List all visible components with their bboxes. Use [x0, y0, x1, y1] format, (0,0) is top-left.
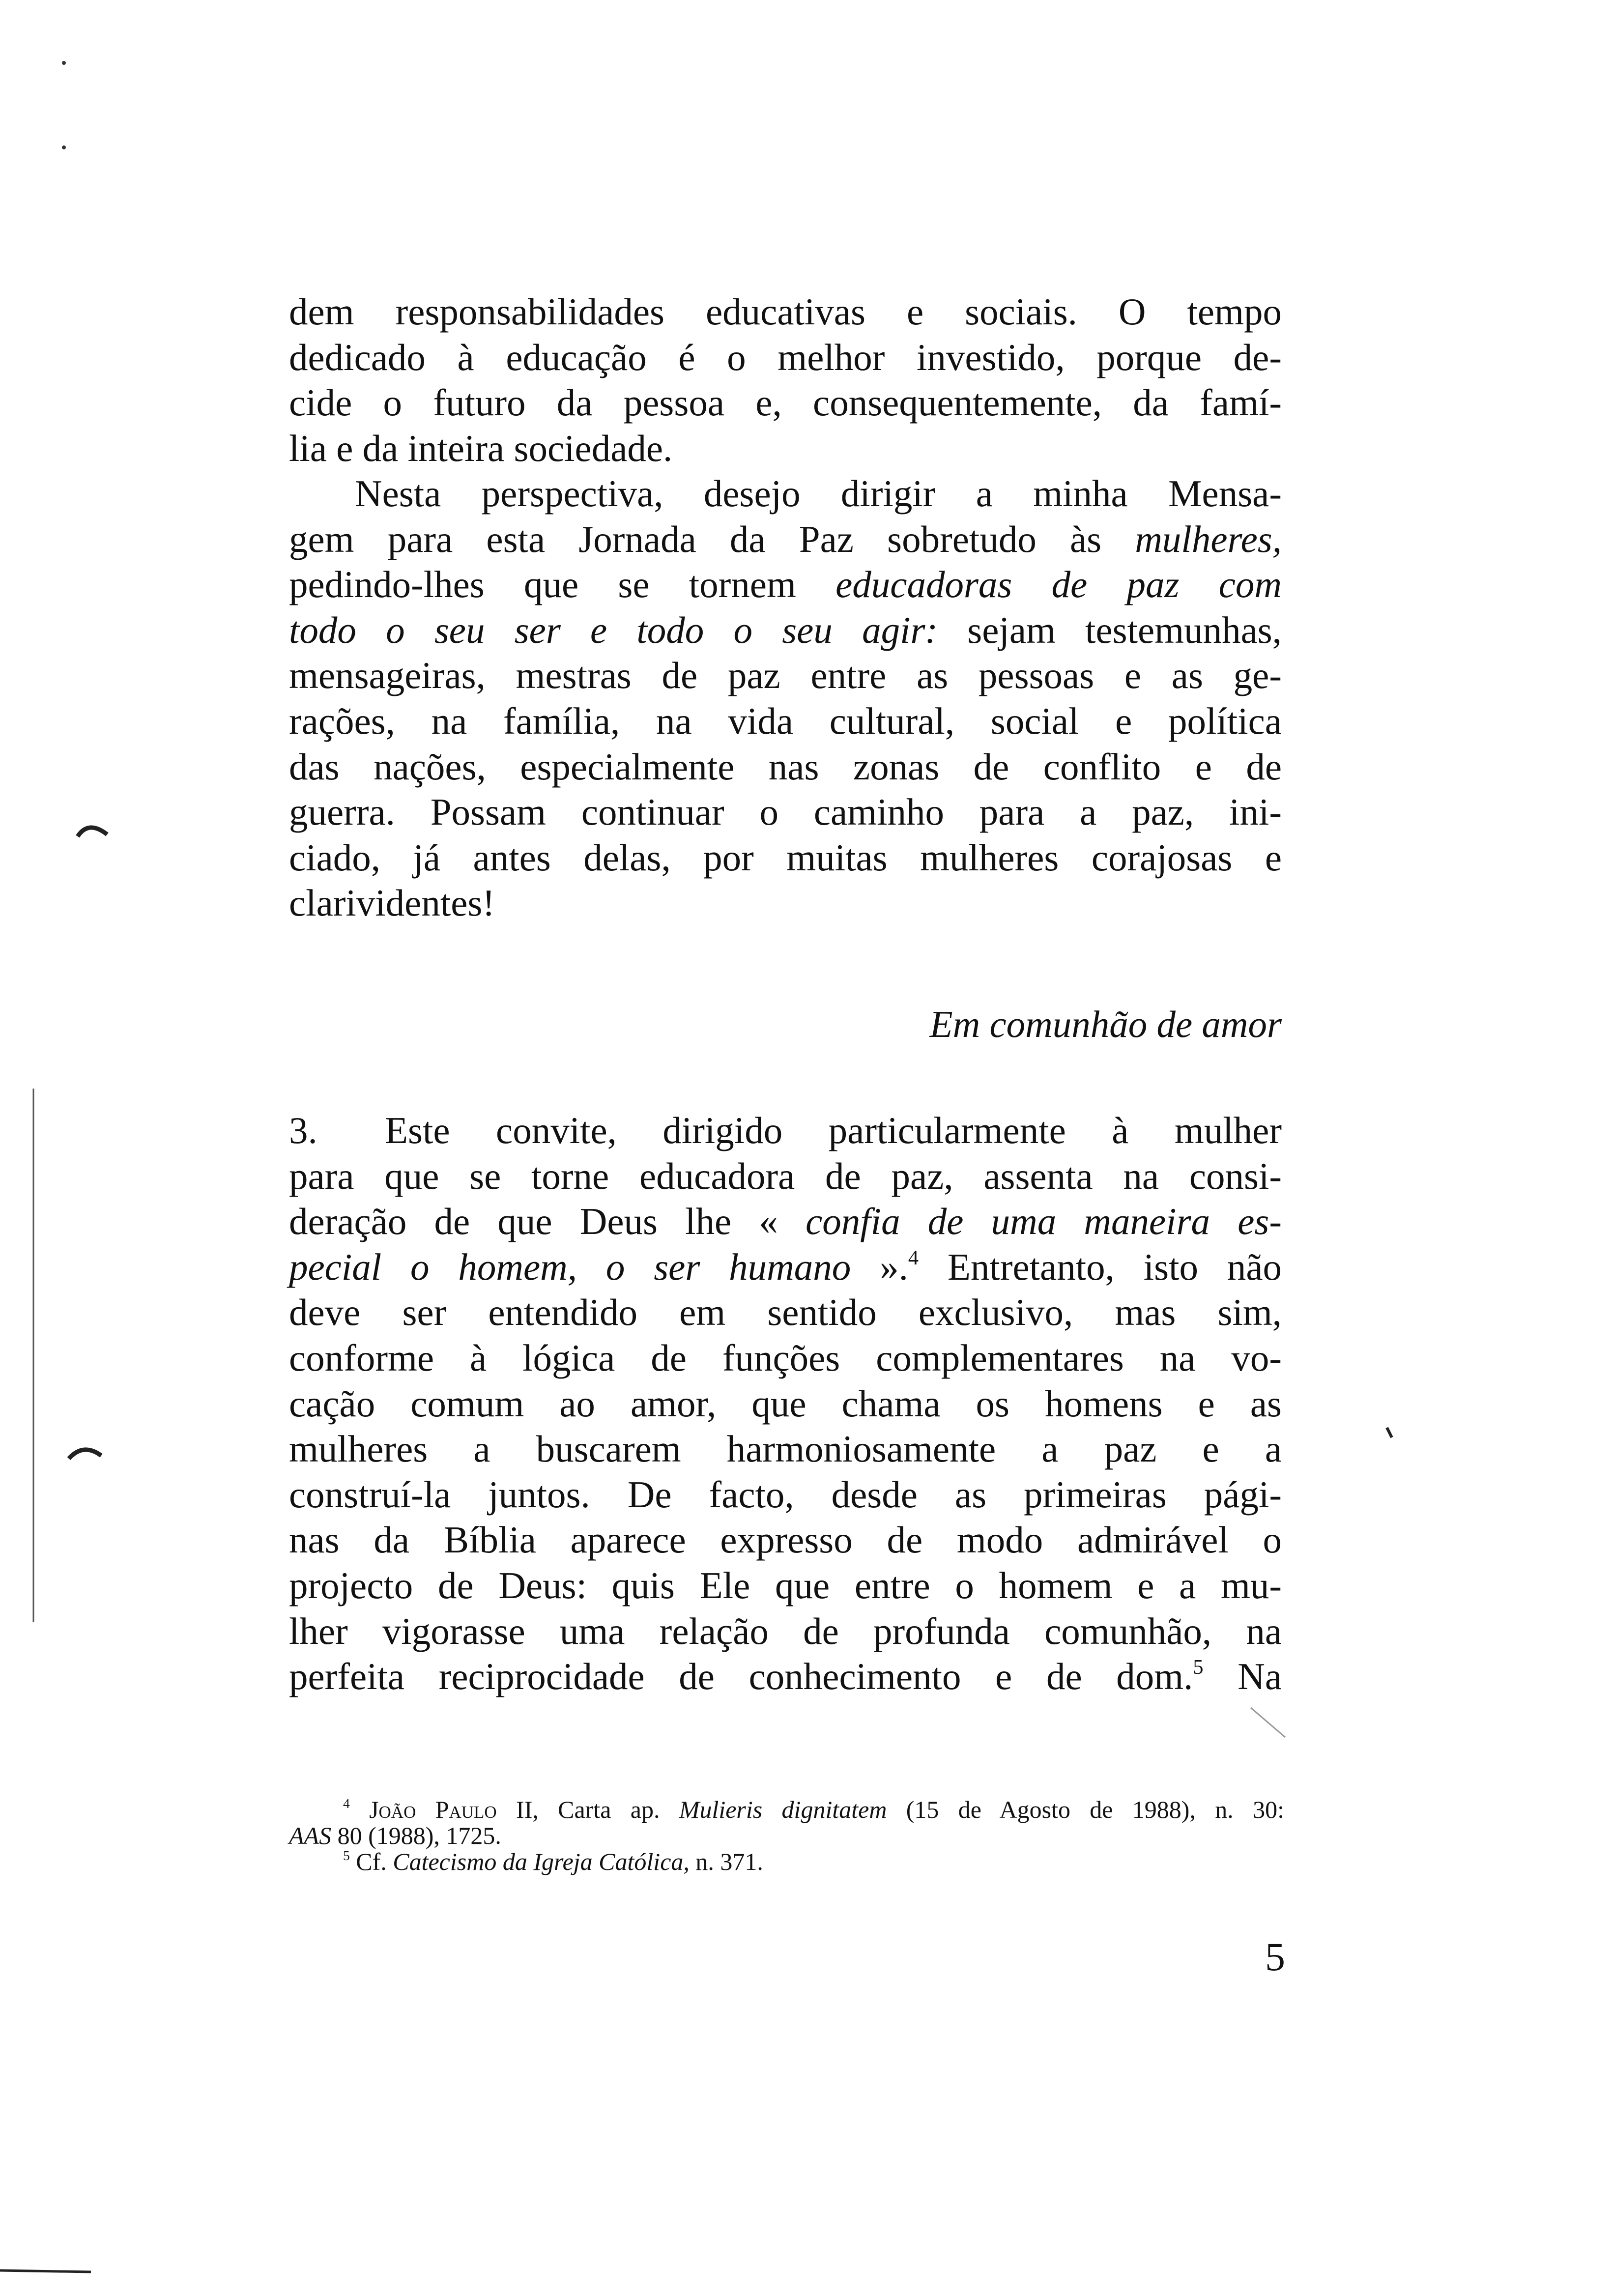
text-run: (15 de Agosto de 1988), n. 30:	[887, 1796, 1284, 1823]
text-run: ».	[851, 1245, 908, 1288]
footnote-marker: 4	[343, 1795, 350, 1811]
footnote-marker: 5	[343, 1847, 350, 1863]
italic-text: Mulieris dignitatem	[679, 1796, 887, 1823]
text-line: projecto de Deus: quis Ele que entre o homem e a mu-	[289, 1564, 1282, 1607]
footnote-ref: 5	[1193, 1656, 1204, 1679]
footnote-5	[289, 1849, 1284, 1875]
text-line: das nações, especialmente nas zonas de conflito e de	[289, 745, 1282, 788]
footnote-author: João Paulo	[369, 1796, 497, 1823]
footnotes	[289, 1797, 1284, 1875]
paragraph-number: 3.	[289, 1109, 317, 1151]
page-number: 5	[1265, 1934, 1285, 1979]
text-line: construí-la juntos. De facto, desde as primeiras pági-	[289, 1473, 1282, 1516]
italic-text: mulheres,	[1135, 517, 1282, 560]
text-line: dedicado à educação é o melhor investido, porque de-	[289, 336, 1282, 378]
footnote-4-continued	[289, 1823, 1284, 1849]
footnote-ref: 4	[908, 1246, 919, 1269]
text-line	[289, 517, 1282, 562]
text-line	[289, 1654, 1282, 1699]
paragraph-1	[289, 289, 1282, 471]
text-run: pedindo-lhes que se tornem	[289, 563, 836, 606]
text-line: lia e da inteira sociedade.	[289, 427, 673, 469]
text-line	[289, 1108, 1282, 1153]
text-line	[289, 1244, 1282, 1290]
text-line	[289, 607, 1282, 653]
italic-text: confia de uma maneira es-	[806, 1200, 1282, 1243]
text-line: conforme à lógica de funções complementares na vo-	[289, 1336, 1282, 1379]
italic-text: todo o seu ser e todo o seu agir:	[289, 608, 938, 651]
italic-text: AAS	[289, 1822, 332, 1849]
text-run: II, Carta ap.	[496, 1796, 679, 1823]
italic-text: Catecismo da Igreja Católica,	[393, 1848, 690, 1875]
text-line: nas da Bíblia aparece expresso de modo admirável o	[289, 1519, 1282, 1561]
text-line: guerra. Possam continuar o caminho para a paz, ini-	[289, 791, 1282, 833]
text-run: Este convite, dirigido particularmente à mulher	[385, 1109, 1282, 1151]
text-line: clarividentes!	[289, 882, 495, 924]
italic-text: educadoras de paz com	[835, 563, 1282, 606]
paragraph-3	[289, 1108, 1282, 1699]
paragraph-2	[289, 471, 1282, 926]
text-line: mensageiras, mestras de paz entre as pessoas e as ge-	[289, 654, 1282, 697]
italic-text: pecial o homem, o ser humano	[289, 1245, 851, 1288]
text-line: cação comum ao amor, que chama os homens e as	[289, 1382, 1282, 1425]
text-run: Entretanto, isto não	[919, 1245, 1282, 1288]
footnote-4	[289, 1797, 1284, 1823]
text-line: mulheres a buscarem harmoniosamente a paz e a	[289, 1428, 1282, 1470]
text-line: deve ser entendido em sentido exclusivo, mas sim,	[289, 1291, 1282, 1334]
text-run: 80 (1988), 1725.	[331, 1822, 501, 1849]
text-line: lher vigorasse uma relação de profunda comunhão, na	[289, 1609, 1282, 1652]
text-run: Na	[1203, 1655, 1282, 1698]
text-line: Nesta perspectiva, desejo dirigir a minha Mensa-	[355, 472, 1282, 515]
text-line: para que se torne educadora de paz, assenta na consi-	[289, 1154, 1282, 1197]
text-run: deração de que Deus lhe «	[289, 1200, 806, 1243]
text-line	[289, 562, 1282, 607]
text-run: Cf.	[349, 1848, 393, 1875]
text-line	[289, 1199, 1282, 1244]
text-run: perfeita reciprocidade de conhecimento e de dom.	[289, 1655, 1193, 1698]
text-line: cide o futuro da pessoa e, consequentemente, da famí-	[289, 381, 1282, 424]
section-heading: Em comunhão de amor	[929, 1003, 1282, 1045]
text-line: ciado, já antes delas, por muitas mulheres corajosas e	[289, 836, 1282, 879]
text-line: rações, na família, na vida cultural, social e política	[289, 699, 1282, 742]
text-run: gem para esta Jornada da Paz sobretudo às	[289, 517, 1135, 560]
text-line: dem responsabilidades educativas e sociais. O tempo	[289, 290, 1282, 333]
text-run: n. 371.	[689, 1848, 763, 1875]
text-run: sejam testemunhas,	[938, 608, 1282, 651]
